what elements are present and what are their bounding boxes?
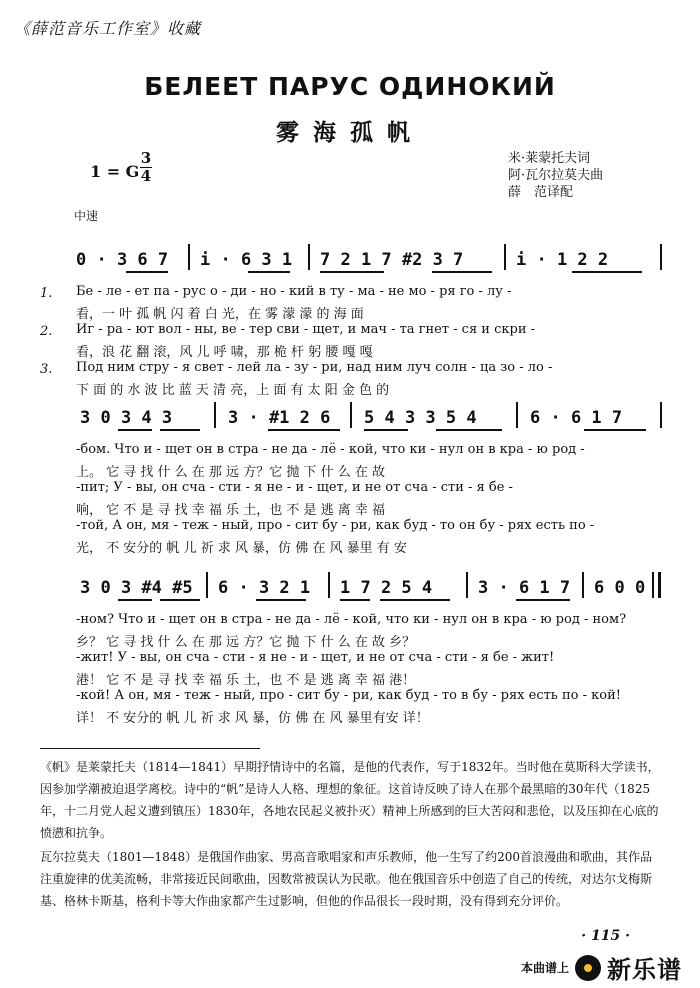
brand-watermark: [521, 950, 682, 985]
lyric-line: Бе - ле - ет па - рус о - ди - но - кий в ту - ма - не мо - ря го - лу -: [76, 284, 512, 299]
key-signature: 1 = G: [90, 162, 140, 181]
lyricist-credit: 米·莱蒙托夫词: [508, 151, 591, 166]
measure-notes: 3 · #1 2 6: [228, 408, 331, 428]
lyric-line: 乡？ 它 寻 找 什 么 在 那 远 方？它 抛 下 什 么 在 故 乡？: [76, 635, 416, 650]
lyric-line: 下 面 的 水 波 比 蓝 天 清 亮，上 面 有 太 阳 金 色 的: [76, 383, 390, 398]
time-sig-top: 3: [140, 149, 152, 167]
measure-notes: 6 · 3 2 1: [218, 578, 311, 598]
music-disc-icon: [575, 955, 601, 981]
lyric-line: 看，浪 花 翻 滚，风 儿 呼 啸，那 桅 杆 躬 腰 嘎 嘎: [76, 345, 373, 360]
lyric-line: 上。 它 寻 找 什 么 在 那 远 方？它 抛 下 什 么 在 故: [76, 465, 385, 480]
footnote-divider: [40, 748, 260, 749]
measure-notes: 3 0 3 #4 #5: [80, 578, 193, 598]
lyric-line: -той, А он, мя - теж - ный, про - сит бу - ри, как буд - то он бу - рях есть по -: [76, 518, 595, 533]
footnote-poem: 《帆》是莱蒙托夫（1814—1841）早期抒情诗中的名篇，是他的代表作，写于1832年。当时他在莫斯科大学读书，因参加学潮被迫退学离校。诗中的“帆”是诗人人格、理想的象征。这首诗反映了诗人在那个最黑暗的30年代（1825年，十二月党人起义遭到镇压）1830年，各地农民起义被扑灭）精神上所感到的巨大苦闷和悲伧，以及压抑在心底的愤懑和抗争。: [40, 760, 660, 840]
lyric-line: 港！ 它 不 是 寻 找 幸 福 乐 土，也 不 是 逃 离 幸 福 港！: [76, 673, 416, 688]
translator-credit: 薛 范译配: [508, 185, 574, 200]
brand-name: 新乐谱: [607, 956, 682, 984]
time-signature: [140, 150, 152, 185]
verse-number: 2.: [40, 324, 53, 339]
measure-notes: i · 6 3 1: [200, 250, 293, 270]
lyric-line: 详！ 不 安分的 帆 儿 祈 求 风 暴，仿 佛 在 风 暴里有安 详！: [76, 711, 429, 726]
song-title-chinese: 雾海孤帆: [276, 119, 424, 146]
measure-notes: 6 · 6 1 7: [530, 408, 623, 428]
verse-number: 1.: [40, 286, 53, 301]
credits: [508, 150, 603, 201]
measure-notes: 0 · 3 6 7: [76, 250, 169, 270]
brand-small-text: 本曲谱上: [520, 961, 569, 975]
tempo-marking: 中速: [74, 209, 99, 223]
collector-caption: 《薛范音乐工作室》收藏: [14, 19, 202, 38]
measure-notes: 3 0 3 4 3: [80, 408, 173, 428]
lyric-line: Иг - ра - ют вол - ны, ве - тер сви - щет, и мач - та гнет - ся и скри -: [76, 322, 536, 337]
measure-notes: 1 7 2 5 4: [340, 578, 433, 598]
footnote-composer: 瓦尔拉莫夫（1801—1848）是俄国作曲家、男高音歌唱家和声乐教师，他一生写了约200首浪漫曲和歌曲，其作品注重旋律的优美流畅，非常接近民间歌曲，因数常被误认为民歌。他在俄国音乐中创造了自己的传统，对达尔戈梅斯基、格林卡斯基，格利卡等大作曲家都产生过影响，但他的作品很长一段时期，没有得到充分评价。: [40, 850, 653, 908]
lyric-line: -жит! У - вы, он сча - сти - я не - и - щет, и не от сча - сти - я бе - жит!: [76, 650, 555, 665]
measure-notes: 7 2 1 7 #2 3 7: [320, 250, 464, 270]
lyric-line: 看，一 叶 孤 帆 闪 着 白 光，在 雾 濛 濛 的 海 面: [76, 307, 364, 322]
song-title-russian: БЕЛЕЕТ ПАРУС ОДИНОКИЙ: [144, 72, 556, 101]
measure-notes: 5 4 3 3 5 4: [364, 408, 477, 428]
composer-credit: 阿·瓦尔拉莫夫曲: [508, 168, 604, 183]
lyric-line: Под ним стру - я свет - лей ла - зу - ри, над ним луч солн - ца зо - ло -: [76, 360, 553, 375]
lyric-line: -ном? Что и - щет он в стра - не да - лё - кой, что ки - нул он в кра - ю род - ном?: [76, 612, 627, 627]
verse-number: 3.: [40, 362, 53, 377]
lyric-line: 光， 不 安分的 帆 儿 祈 求 风 暴，仿 佛 在 风 暴里 有 安: [76, 541, 407, 556]
measure-notes: 6 0 0: [594, 578, 646, 598]
measure-notes: 3 · 6 1 7: [478, 578, 571, 598]
measure-notes: i · 1 2 2: [516, 250, 609, 270]
lyric-line: 响， 它 不 是 寻 找 幸 福 乐 土，也 不 是 逃 离 幸 福: [76, 503, 385, 518]
page-number: · 115 ·: [581, 928, 630, 944]
lyric-line: -кой! А он, мя - теж - ный, про - сит бу - ри, как буд - то в бу - рях есть по - кой!: [76, 688, 621, 703]
lyric-line: -бом. Что и - щет он в стра - не да - лё - кой, что ки - нул он в кра - ю род -: [76, 442, 585, 457]
time-sig-bottom: 4: [140, 167, 152, 185]
lyric-line: -пит; У - вы, он сча - сти - я не - и - щет, и не от сча - сти - я бе -: [76, 480, 513, 495]
